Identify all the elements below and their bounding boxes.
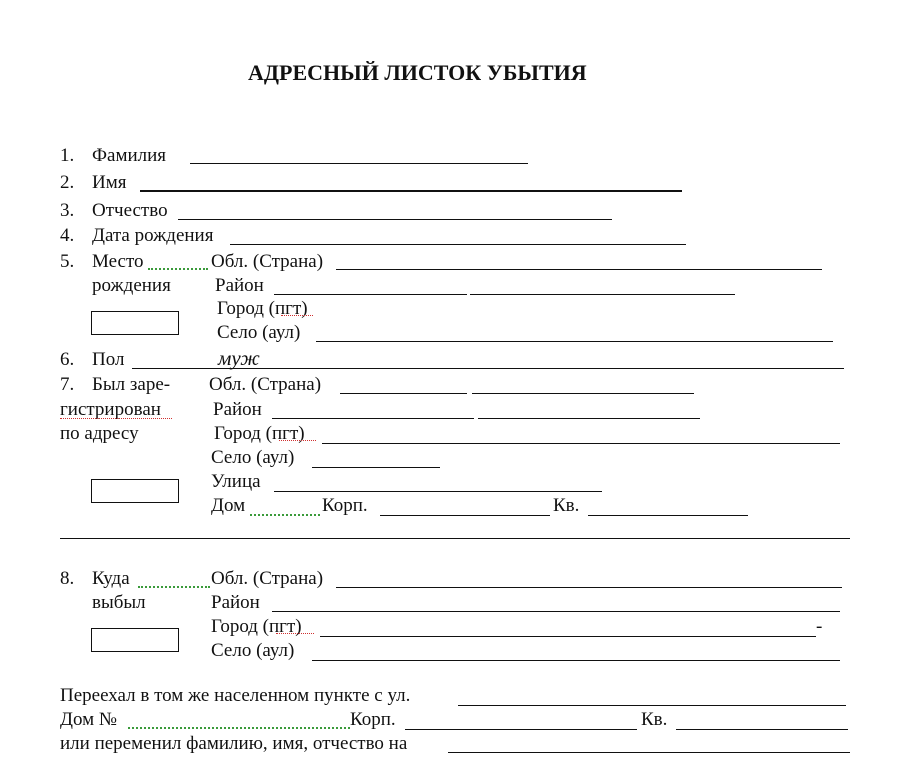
dest-rayon-input-line[interactable] (272, 611, 840, 612)
field-8-label-line2: выбыл (92, 592, 146, 613)
field-7-korp-label: Корп. (322, 495, 368, 516)
reg-rayon-input-line-2[interactable] (478, 418, 700, 419)
field-8-rayon-label: Район (211, 592, 260, 613)
moved-line1-label: Переехал в том же населенном пункте с ул. (60, 685, 411, 706)
field-3-number: 3. (60, 200, 75, 221)
birth-rayon-input-line-2[interactable] (470, 294, 735, 295)
field-4-number: 4. (60, 225, 75, 246)
patronymic-input-line[interactable] (178, 219, 612, 220)
spellcheck-underline (138, 586, 210, 588)
reg-kv-input-line[interactable] (588, 515, 748, 516)
field-7-ulitsa-label: Улица (211, 471, 261, 492)
field-5-rayon-label: Район (215, 275, 264, 296)
field-7-dom-label: Дом (211, 495, 246, 516)
field-6-number: 6. (60, 349, 75, 370)
name-input-line[interactable] (140, 190, 682, 192)
moved-korp-input-line[interactable] (405, 729, 637, 730)
moved-line3-label: или переменил фамилию, имя, отчество на (60, 733, 408, 754)
dest-oblast-input-line[interactable] (336, 587, 842, 588)
reg-korp-input-line[interactable] (380, 515, 550, 516)
spellcheck-underline (128, 727, 350, 729)
field-5-number: 5. (60, 251, 75, 272)
reg-rayon-input-line-1[interactable] (272, 418, 474, 419)
reg-address-code-box[interactable] (91, 479, 179, 503)
field-6-label: Пол (92, 349, 125, 370)
birth-place-code-box[interactable] (91, 311, 179, 335)
field-8-label-line1: Куда (92, 568, 130, 589)
field-7-number: 7. (60, 374, 75, 395)
field-4-label: Дата рождения (92, 225, 214, 246)
field-7-label-line1: Был заре- (92, 374, 171, 395)
field-8-number: 8. (60, 568, 75, 589)
reg-oblast-input-line-1[interactable] (340, 393, 467, 394)
field-5-label-line1: Место (92, 251, 144, 272)
field-2-number: 2. (60, 172, 75, 193)
reg-gorod-input-line[interactable] (322, 443, 840, 444)
moved-korp-label: Корп. (350, 709, 396, 730)
field-7-selo-label: Село (аул) (211, 447, 295, 468)
moved-kv-label: Кв. (641, 709, 668, 730)
moved-kv-input-line[interactable] (676, 729, 848, 730)
reg-street-input-line[interactable] (274, 491, 602, 492)
birth-oblast-input-line[interactable] (336, 269, 822, 270)
field-5-oblast-label: Обл. (Страна) (211, 251, 324, 272)
birth-selo-input-line[interactable] (316, 341, 833, 342)
field-7-kv-label: Кв. (553, 495, 580, 516)
birth-rayon-input-line-1[interactable] (274, 294, 467, 295)
field-8-oblast-label: Обл. (Страна) (211, 568, 324, 589)
spellcheck-underline (250, 514, 320, 516)
dest-gorod-dash: - (816, 616, 823, 637)
moved-dom-label: Дом № (60, 709, 117, 730)
field-8-selo-label: Село (аул) (211, 640, 295, 661)
field-7-oblast-label: Обл. (Страна) (209, 374, 322, 395)
surname-input-line[interactable] (190, 163, 528, 164)
field-3-label: Отчество (92, 200, 168, 221)
dest-gorod-input-line[interactable] (320, 636, 816, 637)
field-7-gorod-label: Город (пгт) (214, 423, 305, 444)
spellcheck-underline (60, 418, 172, 419)
sex-value: муж (218, 346, 260, 370)
birthdate-input-line[interactable] (230, 244, 686, 245)
field-1-label: Фамилия (92, 145, 167, 166)
field-5-label-line2: рождения (92, 275, 171, 296)
spellcheck-underline (281, 315, 313, 316)
field-7-label-line3: по адресу (60, 423, 139, 444)
reg-oblast-input-line-2[interactable] (472, 393, 694, 394)
field-7-rayon-label: Район (213, 399, 262, 420)
field-7-label-line2: гистрирован (60, 399, 161, 420)
section-divider (60, 538, 850, 539)
field-5-selo-label: Село (аул) (217, 322, 301, 343)
spellcheck-underline (276, 633, 314, 634)
field-1-number: 1. (60, 145, 75, 166)
page-title: АДРЕСНЫЙ ЛИСТОК УБЫТИЯ (248, 60, 587, 85)
moved-street-input-line[interactable] (458, 705, 846, 706)
field-2-label: Имя (92, 172, 127, 193)
dest-code-box[interactable] (91, 628, 179, 652)
field-5-gorod-label: Город (пгт) (217, 298, 308, 319)
spellcheck-underline (148, 268, 208, 270)
field-8-gorod-label: Город (пгт) (211, 616, 302, 637)
new-name-input-line[interactable] (448, 752, 850, 753)
reg-selo-input-line[interactable] (312, 467, 440, 468)
dest-selo-input-line[interactable] (312, 660, 840, 661)
spellcheck-underline (279, 440, 316, 441)
